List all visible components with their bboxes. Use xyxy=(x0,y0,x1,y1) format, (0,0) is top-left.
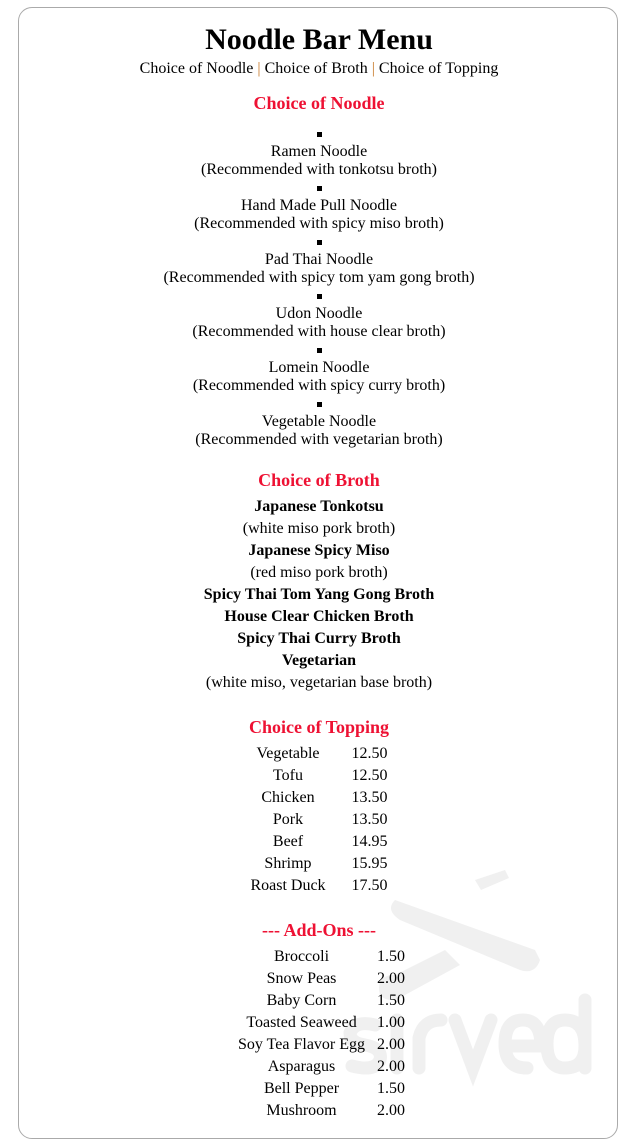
item-name: Snow Peas xyxy=(266,970,337,987)
section-heading: --- Add-Ons --- xyxy=(261,920,376,940)
addons-table xyxy=(238,946,413,1122)
broth-name: Japanese Tonkotsu xyxy=(254,498,384,515)
item-name: Soy Tea Flavor Egg xyxy=(238,1036,366,1053)
item-price: 2.00 xyxy=(377,970,406,987)
menu-row xyxy=(238,946,413,968)
item-name: Bell Pepper xyxy=(263,1080,340,1097)
bullet-icon xyxy=(317,132,322,137)
section-heading: Choice of Noodle xyxy=(253,93,385,113)
noodle-name: Lomein Noodle xyxy=(268,359,370,376)
noodle-item xyxy=(18,395,620,449)
item-price: 2.00 xyxy=(377,1102,406,1119)
menu-row xyxy=(242,809,395,831)
noodle-name: Hand Made Pull Noodle xyxy=(241,197,397,214)
noodle-name: Ramen Noodle xyxy=(270,143,368,160)
noodle-item xyxy=(18,125,620,179)
bullet-icon xyxy=(317,402,322,407)
item-price: 13.50 xyxy=(351,811,388,828)
noodle-note: (Recommended with tonkotsu broth) xyxy=(201,161,437,178)
nav-link-noodle[interactable]: Choice of Noodle xyxy=(139,60,254,77)
noodle-note: (Recommended with spicy tom yam gong broth) xyxy=(163,269,475,286)
menu-row xyxy=(238,1034,413,1056)
item-price: 1.00 xyxy=(377,1014,406,1031)
noodle-section xyxy=(18,92,620,449)
item-name: Tofu xyxy=(273,767,303,784)
item-name: Pork xyxy=(272,811,304,828)
item-price: 1.50 xyxy=(377,1080,406,1097)
broth-name: Japanese Spicy Miso xyxy=(248,542,390,559)
item-name: Broccoli xyxy=(273,948,330,965)
bullet-icon xyxy=(317,240,322,245)
menu-row xyxy=(238,1100,413,1122)
topping-section xyxy=(18,716,620,897)
noodle-note: (Recommended with vegetarian broth) xyxy=(195,431,443,448)
item-price: 1.50 xyxy=(377,992,406,1009)
broth-name: Vegetarian xyxy=(281,652,357,669)
noodle-item xyxy=(18,341,620,395)
item-name: Beef xyxy=(272,833,304,850)
item-name: Chicken xyxy=(261,789,315,806)
noodle-name: Pad Thai Noodle xyxy=(264,251,374,268)
section-heading: Choice of Topping xyxy=(248,717,390,737)
broth-name: Spicy Thai Curry Broth xyxy=(237,630,401,647)
noodle-name: Udon Noodle xyxy=(275,305,363,322)
menu-row xyxy=(242,743,395,765)
item-price: 12.50 xyxy=(351,767,388,784)
bullet-icon xyxy=(317,186,322,191)
broth-description: (white miso pork broth) xyxy=(242,520,396,537)
menu-row xyxy=(238,990,413,1012)
bullet-icon xyxy=(317,348,322,353)
menu-row xyxy=(242,831,395,853)
noodle-item xyxy=(18,179,620,233)
nav-link-topping[interactable]: Choice of Topping xyxy=(378,60,499,77)
item-price: 14.95 xyxy=(351,833,388,850)
item-price: 17.50 xyxy=(351,877,388,894)
item-price: 15.95 xyxy=(351,855,388,872)
item-name: Toasted Seaweed xyxy=(246,1014,357,1031)
item-price: 2.00 xyxy=(377,1036,406,1053)
menu-row xyxy=(238,1012,413,1034)
bullet-icon xyxy=(317,294,322,299)
menu-row xyxy=(242,875,395,897)
noodle-note: (Recommended with spicy miso broth) xyxy=(194,215,444,232)
item-name: Baby Corn xyxy=(266,992,337,1009)
section-heading: Choice of Broth xyxy=(258,470,380,490)
item-name: Roast Duck xyxy=(250,877,326,894)
menu-row xyxy=(242,765,395,787)
broth-name: Spicy Thai Tom Yang Gong Broth xyxy=(203,586,435,603)
broth-section xyxy=(18,469,620,694)
item-price: 1.50 xyxy=(377,948,406,965)
menu-row xyxy=(238,1056,413,1078)
menu-row xyxy=(242,853,395,875)
item-name: Shrimp xyxy=(264,855,312,872)
nav-separator: | xyxy=(257,60,261,77)
broth-description: (red miso pork broth) xyxy=(250,564,388,581)
menu-row xyxy=(242,787,395,809)
section-nav xyxy=(18,59,620,79)
page-title: Noodle Bar Menu xyxy=(205,23,433,56)
nav-separator: | xyxy=(371,60,375,77)
noodle-note: (Recommended with spicy curry broth) xyxy=(192,377,446,394)
item-price: 2.00 xyxy=(377,1058,406,1075)
nav-link-broth[interactable]: Choice of Broth xyxy=(264,60,368,77)
item-name: Asparagus xyxy=(267,1058,336,1075)
item-name: Vegetable xyxy=(256,745,320,762)
noodle-note: (Recommended with house clear broth) xyxy=(192,323,446,340)
item-price: 13.50 xyxy=(351,789,388,806)
menu-row xyxy=(238,968,413,990)
noodle-item xyxy=(18,287,620,341)
menu-row xyxy=(238,1078,413,1100)
item-name: Mushroom xyxy=(266,1102,337,1119)
noodle-name: Vegetable Noodle xyxy=(261,413,377,430)
addons-section xyxy=(18,919,620,1122)
broth-description: (white miso, vegetarian base broth) xyxy=(205,674,433,691)
item-price: 12.50 xyxy=(351,745,388,762)
topping-table xyxy=(242,743,395,897)
noodle-item xyxy=(18,233,620,287)
broth-name: House Clear Chicken Broth xyxy=(224,608,414,625)
